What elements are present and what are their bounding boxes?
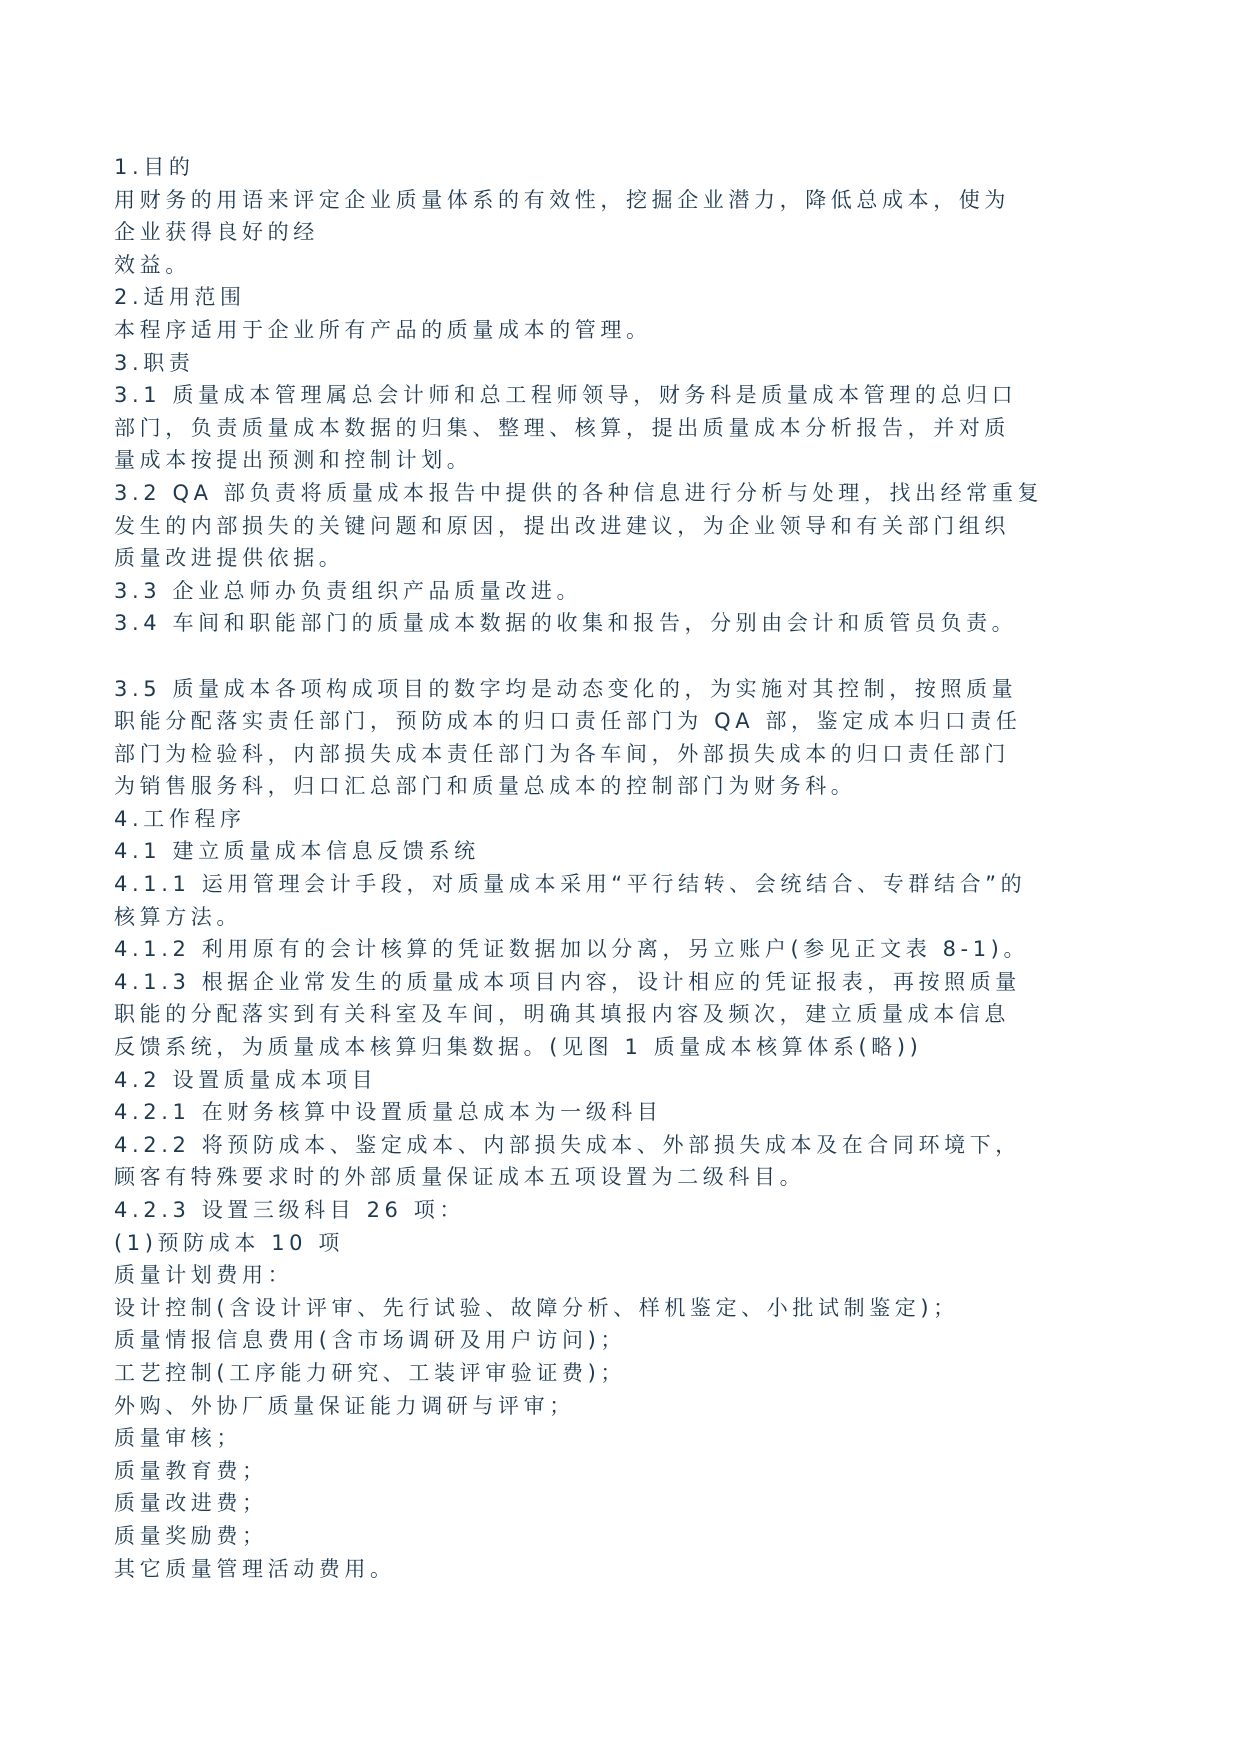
list-item: 质量教育费； bbox=[114, 1458, 268, 1483]
paragraph-line: 为销售服务科，归口汇总部门和质量总成本的控制部门为财务科。 bbox=[114, 774, 857, 799]
heading-scope: 2.适用范围 bbox=[114, 285, 246, 310]
paragraph-line: 4.2.3 设置三级科目 26 项： bbox=[114, 1198, 465, 1222]
list-item: 设计控制(含设计评审、先行试验、故障分析、样机鉴定、小批试制鉴定)； bbox=[114, 1295, 959, 1320]
heading-work-procedure: 4.工作程序 bbox=[114, 806, 246, 831]
list-item: 质量情报信息费用(含市场调研及用户访问)； bbox=[114, 1328, 626, 1353]
list-item: 其它质量管理活动费用。 bbox=[114, 1556, 396, 1581]
list-item: 质量审核； bbox=[114, 1426, 242, 1451]
paragraph-line: 发生的内部损失的关键问题和原因，提出改进建议，为企业领导和有关部门组织 bbox=[114, 513, 1010, 538]
heading-responsibilities: 3.职责 bbox=[114, 350, 195, 375]
paragraph-line: 本程序适用于企业所有产品的质量成本的管理。 bbox=[114, 317, 652, 342]
heading-section: 4.1 建立质量成本信息反馈系统 bbox=[114, 839, 480, 864]
list-item: 质量改进费； bbox=[114, 1491, 268, 1516]
paragraph-line: 4.2.1 在财务核算中设置质量总成本为一级科目 bbox=[114, 1100, 663, 1125]
list-heading: (1)预防成本 10 项 bbox=[114, 1230, 345, 1255]
paragraph-line: 职能分配落实责任部门，预防成本的归口责任部门为 QA 部，鉴定成本归口责任 bbox=[114, 709, 1022, 734]
paragraph-line: 部门，负责质量成本数据的归集、整理、核算，提出质量成本分析报告，并对质 bbox=[114, 415, 1010, 440]
paragraph-line: 3.1 质量成本管理属总会计师和总工程师领导，财务科是质量成本管理的总归口 bbox=[114, 383, 1018, 408]
paragraph-line: 企业获得良好的经 bbox=[114, 220, 319, 245]
paragraph-line: 3.5 质量成本各项构成项目的数字均是动态变化的，为实施对其控制，按照质量 bbox=[114, 676, 1018, 701]
paragraph-line: 质量改进提供依据。 bbox=[114, 546, 345, 571]
list-item: 质量奖励费； bbox=[114, 1523, 268, 1548]
paragraph-line: 4.1.1 运用管理会计手段，对质量成本采用“平行结转、会统结合、专群结合”的 bbox=[114, 872, 1027, 897]
paragraph-line: 部门为检验科，内部损失成本责任部门为各车间，外部损失成本的归口责任部门 bbox=[114, 741, 1010, 766]
paragraph-line: 4.2.2 将预防成本、鉴定成本、内部损失成本、外部损失成本及在合同环境下， bbox=[114, 1132, 1021, 1157]
list-item: 工艺控制(工序能力研究、工装评审验证费)； bbox=[114, 1360, 626, 1385]
blank-line bbox=[114, 640, 1060, 673]
paragraph-line: 职能的分配落实到有关科室及车间，明确其填报内容及频次，建立质量成本信息 bbox=[114, 1002, 1010, 1027]
document-body bbox=[114, 151, 1060, 1585]
list-item: 外购、外协厂质量保证能力调研与评审； bbox=[114, 1393, 575, 1418]
paragraph-line: 3.3 企业总师办负责组织产品质量改进。 bbox=[114, 578, 583, 603]
paragraph-line: 3.4 车间和职能部门的质量成本数据的收集和报告，分别由会计和质管员负责。 bbox=[114, 611, 1018, 636]
list-item: 质量计划费用： bbox=[114, 1263, 294, 1288]
paragraph-line: 3.2 QA 部负责将质量成本报告中提供的各种信息进行分析与处理，找出经常重复 bbox=[114, 480, 1044, 505]
paragraph-line: 4.1.2 利用原有的会计核算的凭证数据加以分离，另立账户(参见正文表 8-1)。 bbox=[114, 937, 1030, 962]
paragraph-line: 反馈系统，为质量成本核算归集数据。(见图 1 质量成本核算体系(略)) bbox=[114, 1035, 923, 1060]
paragraph-line: 量成本按提出预测和控制计划。 bbox=[114, 448, 473, 473]
paragraph-line: 顾客有特殊要求时的外部质量保证成本五项设置为二级科目。 bbox=[114, 1165, 806, 1190]
paragraph-line: 效益。 bbox=[114, 252, 191, 277]
paragraph-line: 4.1.3 根据企业常发生的质量成本项目内容，设计相应的凭证报表，再按照质量 bbox=[114, 969, 1021, 994]
paragraph-line: 核算方法。 bbox=[114, 904, 242, 929]
heading-purpose: 1.目的 bbox=[114, 155, 195, 179]
heading-section: 4.2 设置质量成本项目 bbox=[114, 1067, 378, 1092]
paragraph-line: 用财务的用语来评定企业质量体系的有效性，挖掘企业潜力，降低总成本，使为 bbox=[114, 187, 1010, 212]
